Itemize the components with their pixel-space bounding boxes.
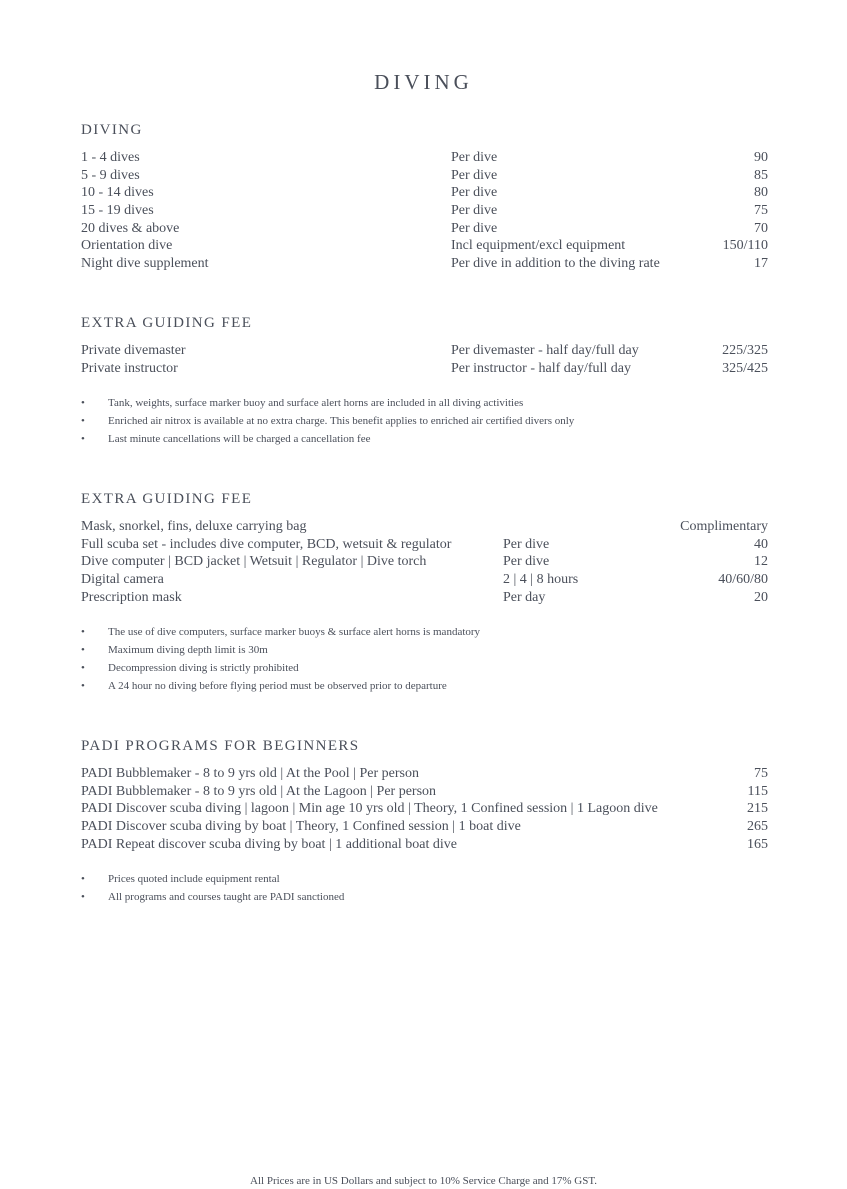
page-title: DIVING [374, 70, 473, 94]
price-row [81, 818, 768, 836]
price-row [81, 518, 768, 536]
item-label: Night dive supplement [81, 256, 209, 272]
price: 85 [754, 167, 768, 183]
item-label: Dive computer | BCD jacket | Wetsuit | Regulator | Dive torch [81, 554, 427, 570]
item-label: 1 - 4 dives [81, 150, 140, 165]
price: 90 [754, 150, 768, 165]
price-row [81, 342, 768, 360]
note-item [81, 871, 768, 889]
price: 20 [754, 589, 768, 605]
unit-label: Per divemaster - half day/full day [451, 343, 639, 358]
price-row [81, 360, 768, 378]
note-item [81, 889, 768, 907]
item-label: PADI Bubblemaker - 8 to 9 yrs old | At the Pool | Per person [81, 766, 419, 781]
note-item [81, 413, 768, 431]
section-padi-programs [81, 737, 768, 907]
bullet-icon: • [81, 397, 85, 410]
item-label: 20 dives & above [81, 220, 180, 236]
price: 70 [754, 220, 768, 236]
item-label: PADI Discover scuba diving by boat | Theory, 1 Confined session | 1 boat dive [81, 819, 521, 835]
item-label: 10 - 14 dives [81, 185, 154, 201]
note-text: Decompression diving is strictly prohibited [108, 661, 299, 674]
bullet-icon: • [81, 661, 85, 674]
price: Complimentary [680, 519, 768, 534]
note-item [81, 395, 768, 413]
section-title: EXTRA GUIDING FEE [81, 491, 253, 507]
note-text: The use of dive computers, surface marker buoys & surface alert horns is mandatory [108, 626, 481, 639]
price: 165 [747, 836, 768, 852]
price: 325/425 [722, 360, 768, 376]
item-label: 5 - 9 dives [81, 167, 140, 183]
item-label: Orientation dive [81, 238, 173, 254]
item-label: Full scuba set - includes dive computer, BCD, wetsuit & regulator [81, 536, 452, 552]
unit-label: Incl equipment/excl equipment [451, 238, 626, 254]
price-row [81, 783, 768, 801]
note-text: Prices quoted include equipment rental [108, 873, 280, 886]
price: 225/325 [722, 343, 768, 358]
item-label: Mask, snorkel, fins, deluxe carrying bag [81, 519, 307, 534]
item-label: Private instructor [81, 360, 178, 376]
note-item [81, 678, 768, 696]
notes-list [81, 871, 768, 906]
item-label: Digital camera [81, 572, 164, 588]
section-title: EXTRA GUIDING FEE [81, 315, 253, 331]
bullet-icon: • [81, 644, 85, 657]
section-equipment-fee [81, 490, 768, 695]
price: 215 [747, 801, 768, 817]
notes-list [81, 395, 768, 448]
note-text: All programs and courses taught are PADI sanctioned [108, 891, 345, 904]
section-title: PADI PROGRAMS FOR BEGINNERS [81, 738, 360, 754]
unit-label: Per dive [451, 220, 498, 236]
price: 115 [747, 783, 768, 799]
note-item [81, 431, 768, 449]
unit-label: Per instructor - half day/full day [451, 360, 632, 376]
note-item [81, 660, 768, 678]
note-text: Last minute cancellations will be charged a cancellation fee [108, 432, 371, 445]
unit-label: Per dive [451, 150, 498, 165]
item-label: PADI Discover scuba diving | lagoon | Min age 10 yrs old | Theory, 1 Confined session | 1 Lagoon dive [81, 801, 658, 817]
footer-note: All Prices are in US Dollars and subject to 10% Service Charge and 17% GST. [250, 1175, 597, 1187]
bullet-icon: • [81, 626, 85, 639]
price: 80 [754, 185, 768, 201]
price-row [81, 237, 768, 255]
price-row [81, 765, 768, 783]
price-row [81, 589, 768, 607]
note-item [81, 642, 768, 660]
unit-label: Per dive [451, 167, 498, 183]
notes-list [81, 624, 768, 695]
unit-label: Per day [503, 589, 546, 605]
bullet-icon: • [81, 432, 85, 445]
price-row [81, 184, 768, 202]
price-row [81, 553, 768, 571]
unit-label: 2 | 4 | 8 hours [503, 572, 579, 588]
price: 265 [747, 819, 768, 835]
price: 150/110 [722, 238, 768, 254]
unit-label: Per dive [503, 554, 550, 570]
section-extra-guiding-fee [81, 314, 768, 448]
price: 40/60/80 [718, 572, 768, 588]
price-row [81, 149, 768, 167]
item-label: PADI Repeat discover scuba diving by boat | 1 additional boat dive [81, 836, 457, 852]
note-text: Maximum diving depth limit is 30m [108, 644, 268, 657]
price-row [81, 167, 768, 185]
bullet-icon: • [81, 679, 85, 692]
price-row [81, 202, 768, 220]
price: 40 [754, 536, 768, 552]
unit-label: Per dive [451, 203, 498, 219]
price: 12 [754, 554, 768, 570]
item-label: Prescription mask [81, 589, 182, 605]
price-row [81, 571, 768, 589]
price-row [81, 220, 768, 238]
item-label: PADI Bubblemaker - 8 to 9 yrs old | At the Lagoon | Per person [81, 783, 437, 799]
price-row [81, 836, 768, 854]
bullet-icon: • [81, 891, 85, 904]
price: 75 [754, 203, 768, 219]
section-diving [81, 121, 768, 273]
price: 17 [754, 256, 768, 272]
unit-label: Per dive [451, 185, 498, 201]
unit-label: Per dive [503, 536, 550, 552]
note-text: A 24 hour no diving before flying period must be observed prior to departure [108, 679, 447, 692]
price-row [81, 800, 768, 818]
bullet-icon: • [81, 873, 85, 886]
unit-label: Per dive in addition to the diving rate [451, 256, 660, 272]
note-text: Tank, weights, surface marker buoy and surface alert horns are included in all diving activities [108, 397, 524, 410]
price-row [81, 536, 768, 554]
section-title: DIVING [81, 122, 143, 138]
note-item [81, 624, 768, 642]
note-text: Enriched air nitrox is available at no extra charge. This benefit applies to enriched air certified divers only [108, 415, 575, 428]
item-label: Private divemaster [81, 343, 186, 358]
item-label: 15 - 19 dives [81, 203, 154, 219]
price: 75 [754, 766, 768, 781]
price-row [81, 255, 768, 273]
bullet-icon: • [81, 415, 85, 428]
